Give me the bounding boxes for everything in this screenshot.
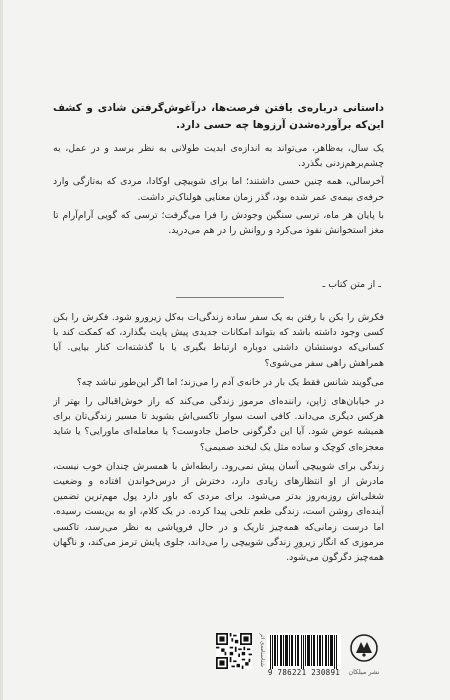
excerpt-paragraph: یک سال، به‌ظاهر، می‌تواند به اندازه‌ی ابدیت طولانی به نظر برسد و در عمل، به چشم‌برهم‌زدنی بگذرد.: [53, 143, 384, 170]
book-description: [53, 310, 384, 635]
section-divider: [176, 297, 284, 298]
excerpt-source: ـ از متن کتاب ـ: [322, 279, 381, 290]
excerpt-paragraph: با پایان هر ماه، ترسی سنگین وجودش را فرا می‌گرفت؛ ترسی که گویی آرام‌آرام تا مغز استخوانش نفوذ می‌کرد و روانش را در هم می‌درید.: [53, 209, 384, 237]
tagline: داستانی درباره‌ی یافتن فرصت‌ها، درآغوش‌گرفتن شادی و کشف این‌که برآورده‌شدن آرزوها چه حسی دارد.: [53, 102, 384, 131]
excerpt-paragraph: آخرسالی، همه چنین حسی داشتند؛ اما برای شوییچی اوکادا، مردی که به‌تازگی وارد حرفه‌ی بیمه‌ی عمر شده بود، گذر زمان معنایی هولناک‌تر داشت.: [53, 176, 384, 203]
barcode-icon: [267, 633, 341, 669]
book-excerpt: [53, 141, 384, 277]
qr-code-icon: [216, 633, 252, 669]
isbn-number: 9 786221 230891: [267, 668, 341, 677]
description-paragraph: در خیابان‌های ژاپن، راننده‌ای مرموز زندگی می‌کند که راز خوش‌اقبالی را بهتر از هرکس دیگری می‌داند. کافی است سوار تاکسی‌اش بشوید تا مسیر زندگی‌تان برای همیشه عوض شود. آیا این دگرگونی حاصل جادوست؟ یا معامله‌ای ماورایی؟ یا شاید معجزه‌ای کوچک و ساده مثل یک لبخند صمیمی؟: [53, 396, 384, 453]
qr-caption: شناسنامه‌ی اثر: [259, 633, 265, 667]
description-paragraph: می‌گویند شانس فقط یک بار در خانه‌ی آدم را می‌زند؛ اما اگر این‌طور نباشد چه؟: [76, 376, 384, 388]
barcode: [267, 633, 341, 669]
publisher-logo-icon: [349, 633, 379, 667]
publisher-name: نشر میلکان: [348, 668, 380, 676]
qr-code: [216, 633, 252, 669]
description-paragraph: زندگی برای شوییچی آسان پیش نمی‌رود. رابطه‌اش با همسرش چندان خوب نیست، مادرش از او انتظارهای زیادی دارد، دخترش از درس‌خواندن افتاده و وضعیت شغلی‌اش روزبه‌روز بدتر می‌شود. برای مردی که باور دارد پول مهم‌ترین تضمین آینده‌ای روشن است، زندگی طعم تلخی پیدا کرده. در یک کلام، او به بن‌بست رسیده. اما درست زمانی‌که همه‌چیز تاریک و در حال فروپاشی به نظر می‌رسد، تاکسی مرموزی که انگار زیرورِ زندگی شوییچی را می‌داند، جلوی پایش ترمز می‌کند، و ناگهان همه‌چیز دگرگون می‌شود.: [53, 460, 384, 564]
description-paragraph: فکرش را بکن با رفتن به یک سفر ساده زندگی‌ات به‌کل زیرورو شود. فکرش را بکن کسی وجود داشته باشد که بتواند امکانات جدیدی پیش پایت بگذارد، که کمکت کند با کسانی‌که دوستشان داشتی دوباره ارتباط بگیری یا با گذشته‌ات کنار بیایی. آیا همراهش راهی سفر می‌شوی؟: [53, 312, 384, 369]
